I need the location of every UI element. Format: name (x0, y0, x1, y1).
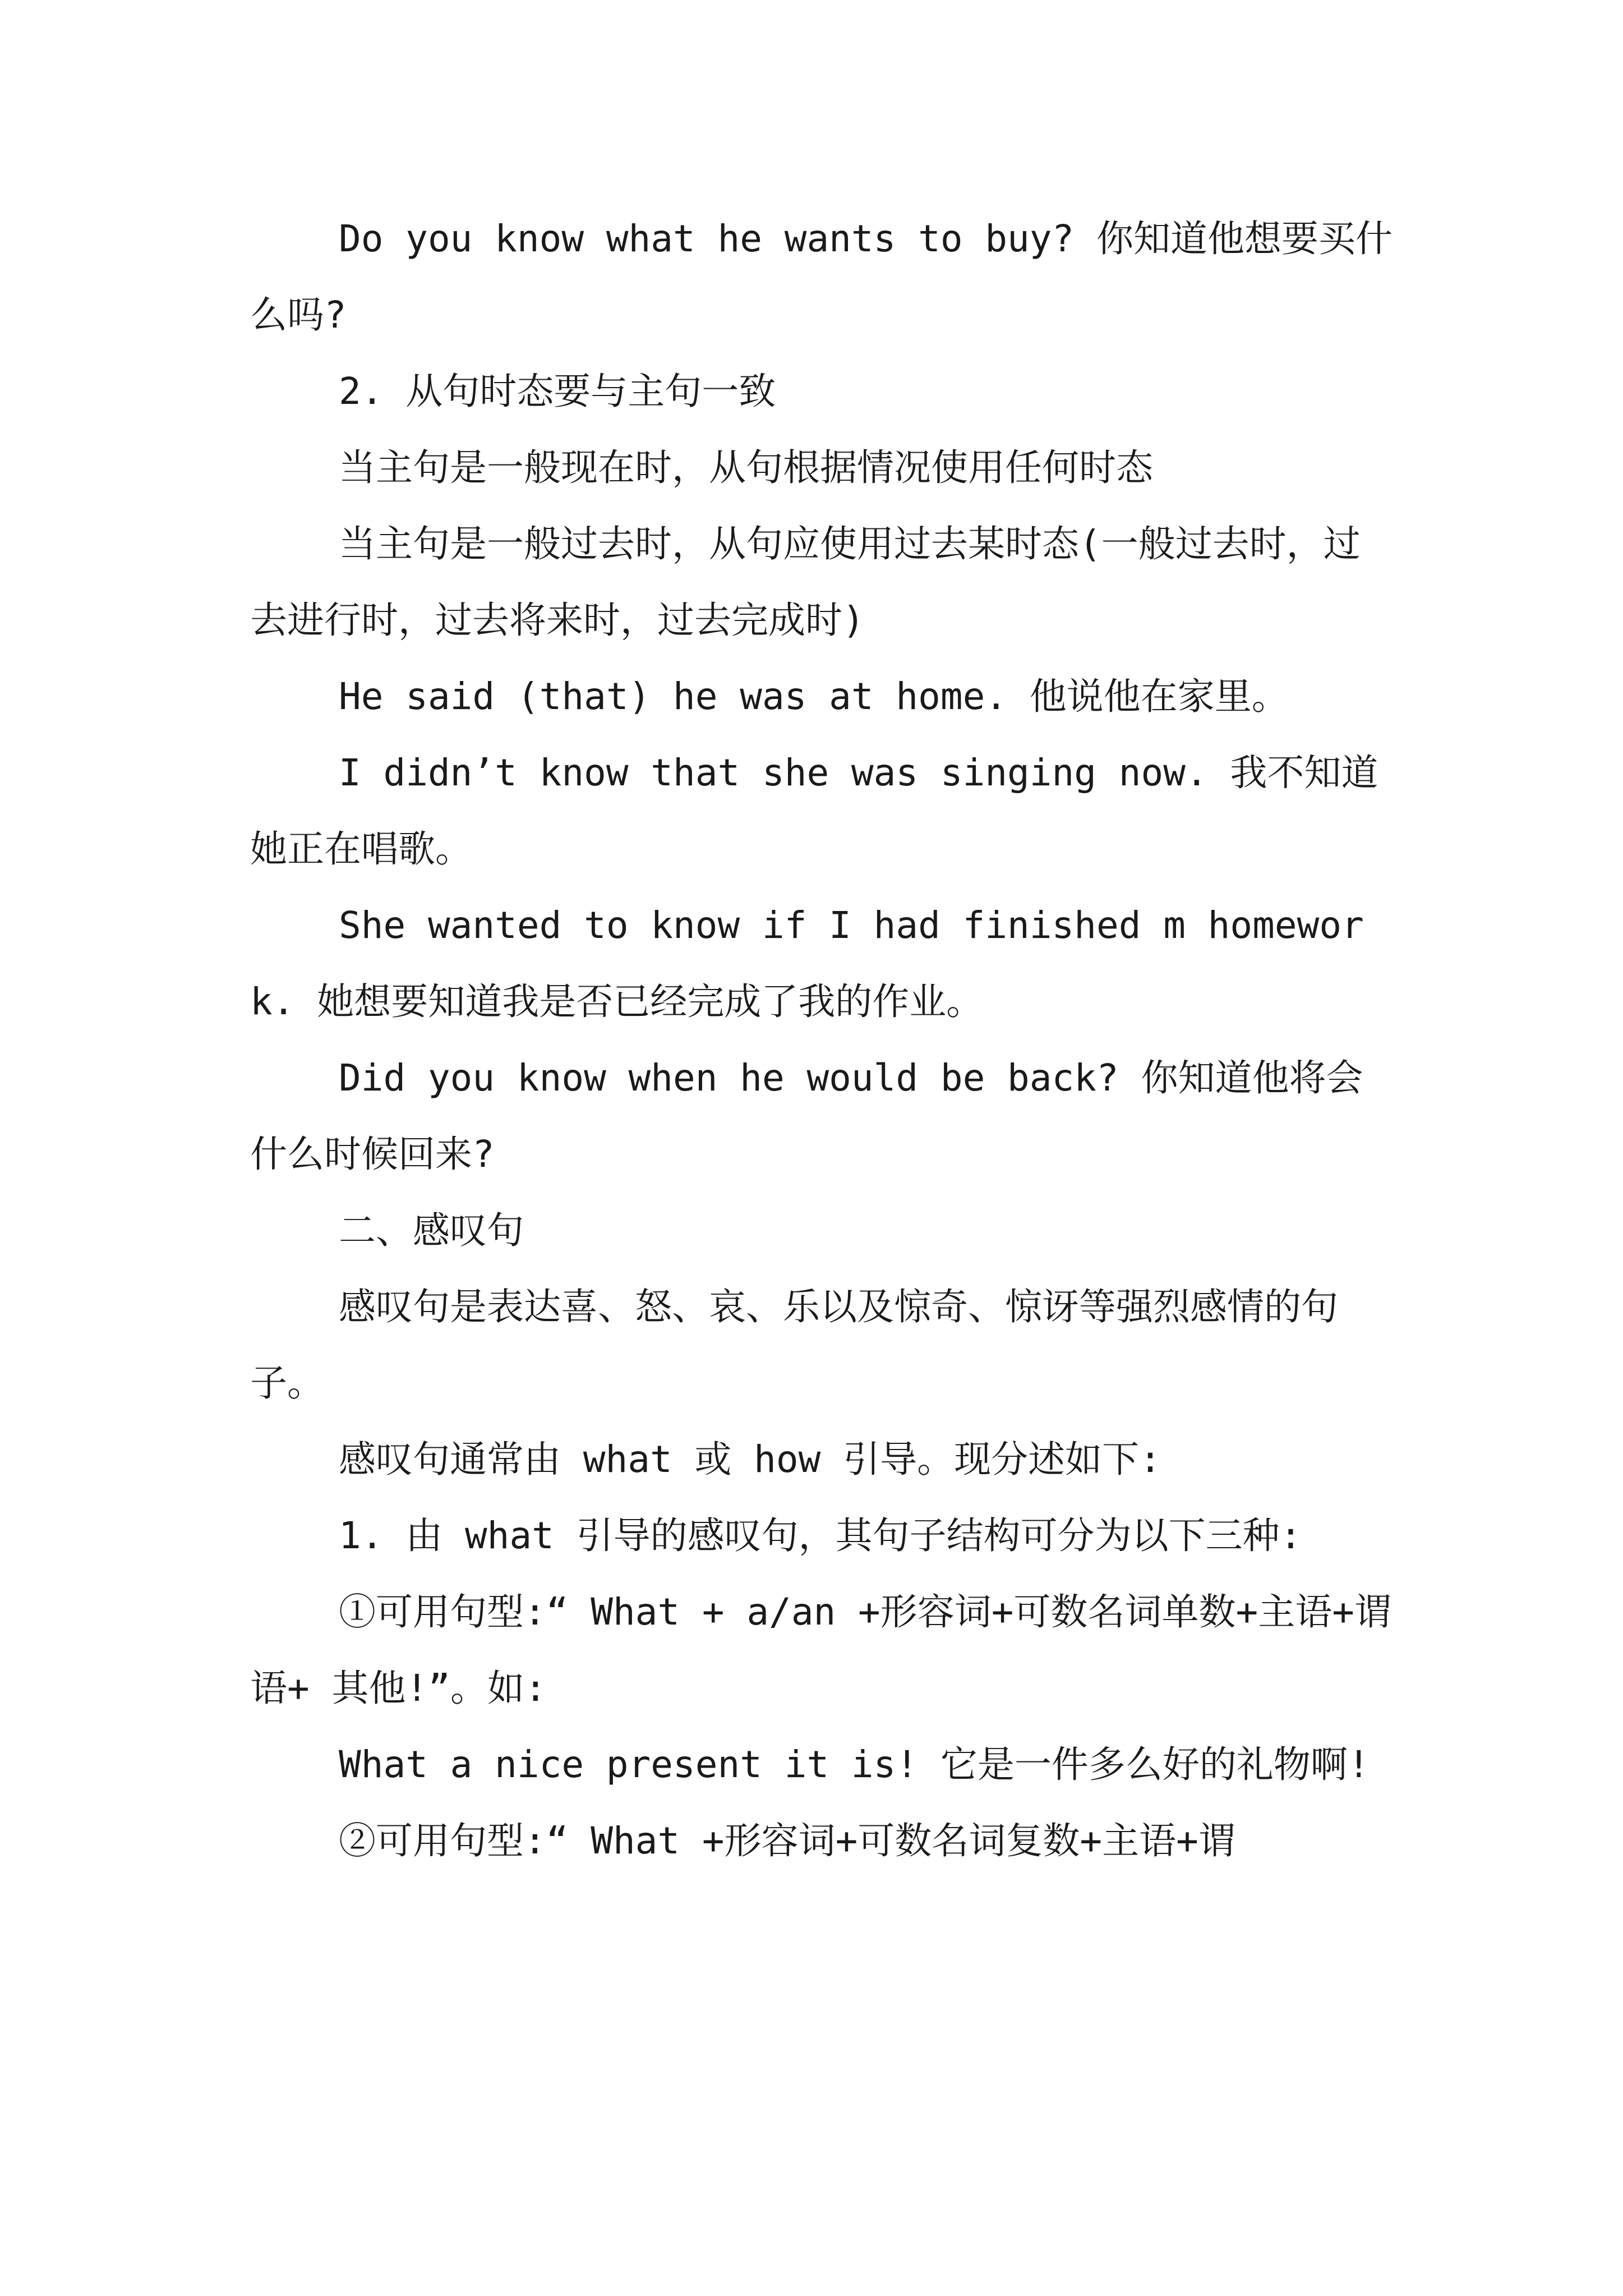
paragraph-11: 感叹句通常由 what 或 how 引导。现分述如下: (339, 1438, 1161, 1481)
document-body (250, 201, 1394, 1879)
paragraph-2: 2. 从句时态要与主句一致 (339, 370, 776, 413)
section-heading: 二、感叹句 (339, 1209, 524, 1252)
paragraph-15: ②可用句型:“ What +形容词+可数名词复数+主语+谓 (339, 1819, 1235, 1862)
paragraph-4: 当主句是一般过去时，从句应使用过去某时态(一般过去时，过去进行时，过去将来时，过去完成时) (250, 522, 1361, 642)
paragraph-6: I didn’t know that she was singing now. 我不知道她正在唱歌。 (250, 751, 1378, 871)
paragraph-12: 1. 由 what 引导的感叹句，其句子结构可分为以下三种: (339, 1514, 1302, 1557)
paragraph-3: 当主句是一般现在时，从句根据情况使用任何时态 (339, 446, 1153, 489)
paragraph-1: Do you know what he wants to buy? 你知道他想要买什么吗? (250, 217, 1393, 337)
paragraph-14: What a nice present it is! 它是一件多么好的礼物啊! (339, 1743, 1370, 1786)
paragraph-5: He said (that) he was at home. 他说他在家里。 (339, 675, 1289, 718)
paragraph-10: 感叹句是表达喜、怒、哀、乐以及惊奇、惊讶等强烈感情的句子。 (250, 1285, 1338, 1405)
paragraph-13: ①可用句型:“ What + a/an +形容词+可数名词单数+主语+谓语+ 其他!”。如: (250, 1590, 1391, 1710)
paragraph-8: Did you know when he would be back? 你知道他将会什么时候回来? (250, 1056, 1363, 1176)
paragraph-7: She wanted to know if I had finished m homework. 她想要知道我是否已经完成了我的作业。 (250, 904, 1364, 1023)
